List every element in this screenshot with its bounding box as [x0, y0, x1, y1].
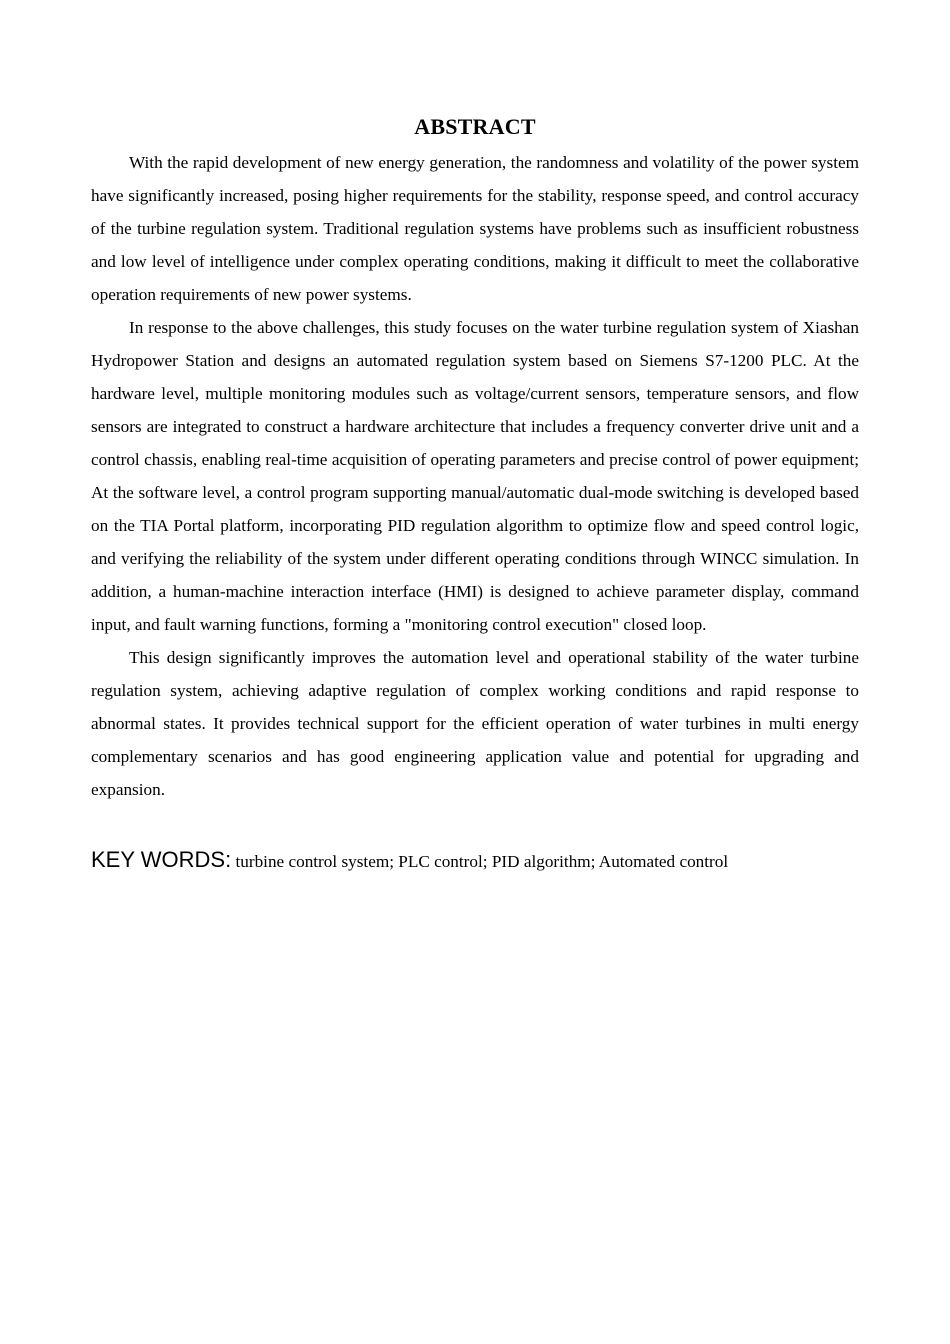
- keywords-line: [91, 843, 859, 878]
- abstract-paragraph-1: With the rapid development of new energy generation, the randomness and volatility of the power system have significantly increased, posing higher requirements for the stability, response speed, and control accuracy of the turbine regulation system. Traditional regulation systems have problems such as insufficient robustness and low level of intelligence under complex operating conditions, making it difficult to meet the collaborative operation requirements of new power systems.: [91, 153, 859, 304]
- abstract-paragraph-3: This design significantly improves the automation level and operational stability of the water turbine regulation system, achieving adaptive regulation of complex working conditions and rapid response to abnormal states. It provides technical support for the efficient operation of water turbines in multi energy complementary scenarios and has good engineering application value and potential for upgrading and expansion.: [91, 648, 859, 799]
- abstract-page: [91, 112, 859, 878]
- keywords-label: KEY WORDS:: [91, 847, 232, 872]
- abstract-paragraph-2: In response to the above challenges, this study focuses on the water turbine regulation system of Xiashan Hydropower Station and designs an automated regulation system based on Siemens S7-1200 PLC. At the hardware level, multiple monitoring modules such as voltage/current sensors, temperature sensors, and flow sensors are integrated to construct a hardware architecture that includes a frequency converter drive unit and a control chassis, enabling real-time acquisition of operating parameters and precise control of power equipment; At the software level, a control program supporting manual/automatic dual-mode switching is developed based on the TIA Portal platform, incorporating PID regulation algorithm to optimize flow and speed control logic, and verifying the reliability of the system under different operating conditions through WINCC simulation. In addition, a human-machine interaction interface (HMI) is designed to achieve parameter display, command input, and fault warning functions, forming a "monitoring control execution" closed loop.: [91, 318, 859, 634]
- keywords-text: turbine control system; PLC control; PID algorithm; Automated control: [235, 852, 729, 871]
- abstract-title: ABSTRACT: [414, 114, 536, 139]
